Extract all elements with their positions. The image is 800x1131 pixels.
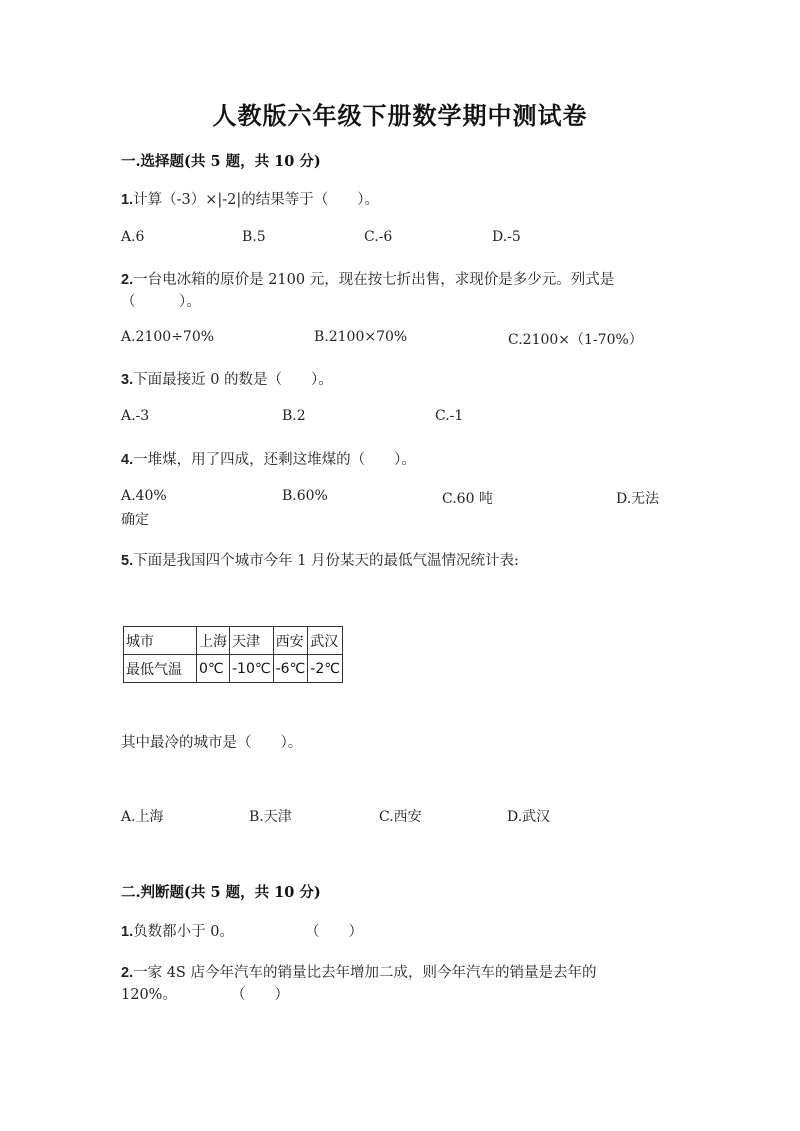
option-a: A.40% xyxy=(121,488,167,504)
question-text: 下面是我国四个城市今年 1 月份某天的最低气温情况统计表: xyxy=(133,553,519,569)
table-row xyxy=(124,627,343,655)
option-d: D.-5 xyxy=(492,229,521,245)
question-2-2 xyxy=(121,961,596,982)
question-text-line2: 120%。 xyxy=(121,987,177,1003)
question-1-4 xyxy=(121,448,416,469)
question-1-1 xyxy=(121,188,379,209)
option-a: A.6 xyxy=(121,229,145,245)
option-d-wrap: 确定 xyxy=(121,512,149,528)
answer-blank: （ ） xyxy=(231,987,289,1003)
section-2-heading: 二.判断题(共 5 题，共 10 分) xyxy=(121,884,321,901)
question-number: 2. xyxy=(121,272,134,288)
option-a: A.-3 xyxy=(121,408,150,424)
question-number: 3. xyxy=(121,372,134,388)
section-1-heading: 一.选择题(共 5 题，共 10 分) xyxy=(121,153,321,170)
table-cell: 上海 xyxy=(197,627,230,655)
question-number: 5. xyxy=(121,553,134,569)
table-cell: -6℃ xyxy=(273,655,308,683)
question-text-line1: 一家 4S 店今年汽车的销量比去年增加二成，则今年汽车的销量是去年的 xyxy=(133,965,597,981)
question-text: 一堆煤，用了四成，还剩这堆煤的（ ）。 xyxy=(133,452,416,468)
question-1-5 xyxy=(121,549,519,570)
option-b: B.5 xyxy=(242,229,266,245)
question-text: 计算（-3）×|-2|的结果等于（ ）。 xyxy=(133,192,380,208)
question-number: 4. xyxy=(121,452,134,468)
question-text-line2: （ ）。 xyxy=(121,294,201,310)
table-cell: 城市 xyxy=(124,627,197,655)
option-d: D.武汉 xyxy=(507,809,551,825)
option-a: A.上海 xyxy=(121,809,164,825)
page-title: 人教版六年级下册数学期中测试卷 xyxy=(212,101,588,130)
option-b: B.2 xyxy=(282,408,306,424)
option-b: B.60% xyxy=(282,488,328,504)
table-cell: -2℃ xyxy=(308,655,343,683)
option-a: A.2100÷70% xyxy=(121,329,215,345)
answer-blank: （ ） xyxy=(305,924,363,940)
question-number: 2. xyxy=(121,965,134,981)
option-c: C.2100×（1-70%） xyxy=(508,332,643,348)
option-b: B.2100×70% xyxy=(314,329,408,345)
table-cell: 最低气温 xyxy=(124,655,197,683)
table-cell: 天津 xyxy=(230,627,274,655)
option-b: B.天津 xyxy=(249,809,292,825)
option-c: C.60 吨 xyxy=(442,491,493,507)
question-2-1 xyxy=(121,920,234,941)
option-d: D.无法 xyxy=(616,491,660,507)
question-number: 1. xyxy=(121,924,134,940)
table-cell: 0℃ xyxy=(197,655,230,683)
option-c: C.-6 xyxy=(364,229,393,245)
question-1-3 xyxy=(121,368,333,389)
question-text: 负数都小于 0。 xyxy=(133,924,234,940)
question-followup: 其中最冷的城市是（ ）。 xyxy=(121,735,303,751)
question-text-line1: 一台电冰箱的原价是 2100 元，现在按七折出售，求现价是多少元。列式是 xyxy=(133,272,615,288)
table-cell: 武汉 xyxy=(308,627,343,655)
table-cell: 西安 xyxy=(273,627,308,655)
table-row xyxy=(124,655,343,683)
question-1-2 xyxy=(121,268,614,289)
option-c: C.-1 xyxy=(435,408,464,424)
temperature-table xyxy=(123,626,343,683)
table-cell: -10℃ xyxy=(230,655,274,683)
option-c: C.西安 xyxy=(379,809,422,825)
question-text: 下面最接近 0 的数是（ ）。 xyxy=(133,372,333,388)
question-number: 1. xyxy=(121,192,134,208)
